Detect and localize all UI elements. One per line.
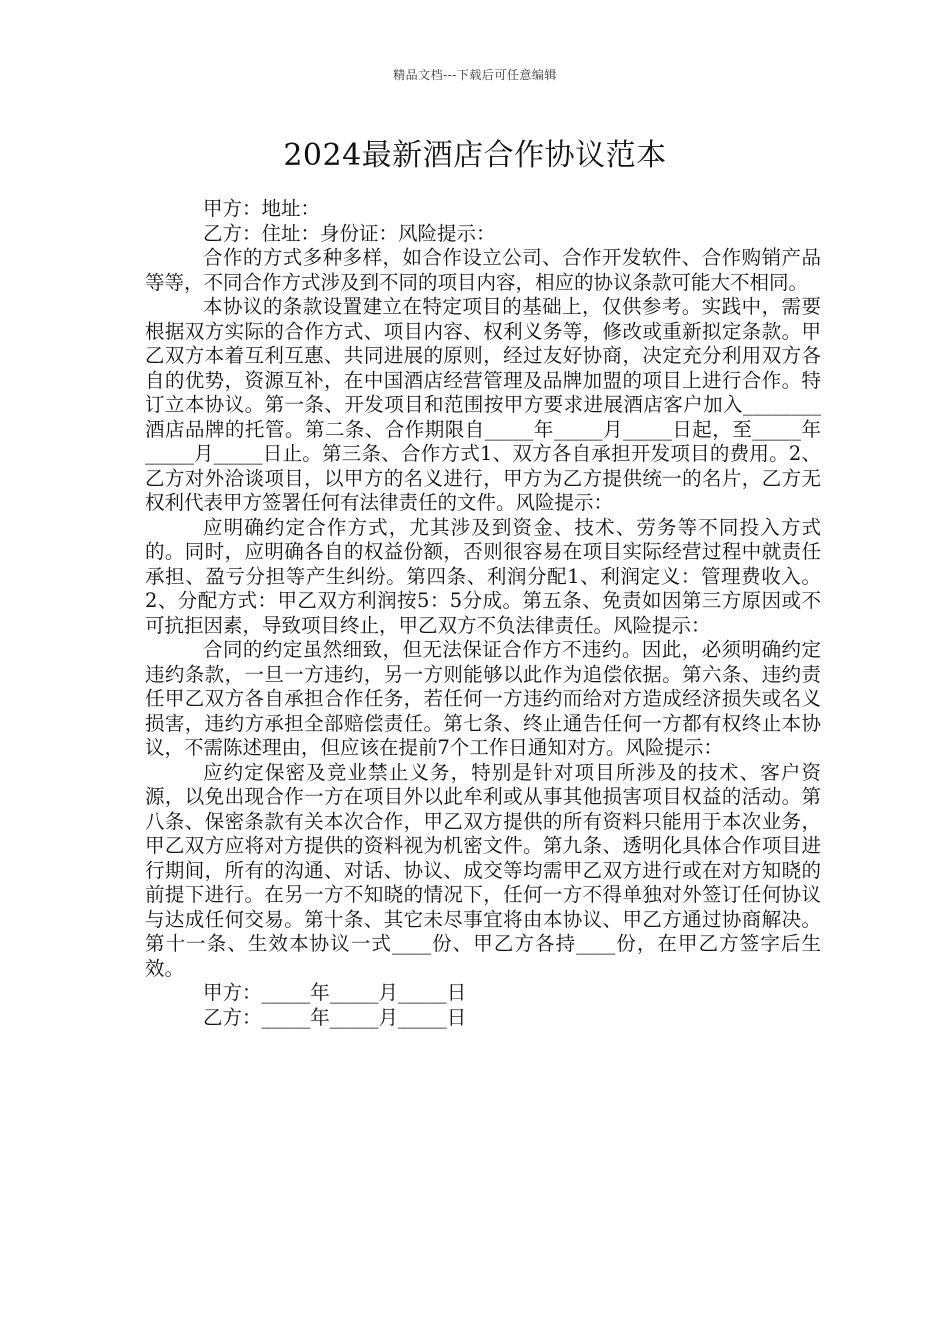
paragraph-intro: 合作的方式多种多样，如合作设立公司、合作开发软件、合作购销产品等等，不同合作方式涉及到不同的项目内容，相应的协议条款可能大不相同。 [145,246,821,294]
paragraph-clauses-3: 合同的约定虽然细致，但无法保证合作方不违约。因此，必须明确约定违约条款，一旦一方违约，另一方则能够以此作为追偿依据。第六条、违约责任甲乙双方各自承担合作任务，若任何一方违约而给对方造成经济损失或名义损害，违约方承担全部赔偿责任。第七条、终止通告任何一方都有权终止本协议，不需陈述理由，但应该在提前7个工作日通知对方。风险提示： [145,638,821,759]
party-b-line: 乙方：住址：身份证：风险提示： [203,221,496,245]
party-a-line: 甲方：地址： [203,197,321,220]
signature-party-b: 乙方：_____年_____月_____日 [203,1005,467,1029]
document-body [145,197,821,1030]
paragraph-clauses-1: 本协议的条款设置建立在特定项目的基础上，仅供参考。实践中，需要根据双方实际的合作方式、项目内容、权利义务等，修改或重新拟定条款。甲乙双方本着互利互惠、共同进展的原则，经过友好协商，决定充分利用双方各自的优势，资源互补，在中国酒店经营管理及品牌加盟的项目上进行合作。特订立本协议。第一条、开发项目和范围按甲方要求进展酒店客户加入________酒店品牌的托管。第二条、合作期限自_____年_____月_____日起，至_____年_____月_____日止。第三条、合作方式1、双方各自承担开发项目的费用。2、乙方对外洽谈项目，以甲方的名义进行，甲方为乙方提供统一的名片，乙方无权利代表甲方签署任何有法律责任的文件。风险提示： [145,295,821,514]
header-note: 精品文档---下载后可任意编辑 [393,68,557,82]
paragraph-clauses-4: 应约定保密及竞业禁止义务，特别是针对项目所涉及的技术、客户资源，以免出现合作一方在项目外以此牟利或从事其他损害项目权益的活动。第八条、保密条款有关本次合作，甲乙双方提供的所有资料只能用于本次业务，甲乙双方应将对方提供的资料视为机密文件。第九条、透明化具体合作项目进行期间，所有的沟通、对话、协议、成交等均需甲乙双方进行或在对方知晓的前提下进行。在另一方不知晓的情况下，任何一方不得单独对外签订任何协议与达成任何交易。第十条、其它未尽事宜将由本协议、甲乙方通过协商解决。第十一条、生效本协议一式____份、甲乙方各持____份，在甲乙方签字后生效。 [145,760,821,980]
signature-party-a: 甲方：_____年_____月_____日 [203,981,467,1004]
paragraph-clauses-2: 应明确约定合作方式，尤其涉及到资金、技术、劳务等不同投入方式的。同时，应明确各自的权益份额，否则很容易在项目实际经营过程中就责任承担、盈亏分担等产生纠纷。第四条、利润分配1、利润定义：管理费收入。2、分配方式：甲乙双方利润按5：5分成。第五条、免责如因第三方原因或不可抗拒因素，导致项目终止，甲乙双方不负法律责任。风险提示： [145,515,821,637]
document-title: 2024最新酒店合作协议范本 [283,138,667,173]
